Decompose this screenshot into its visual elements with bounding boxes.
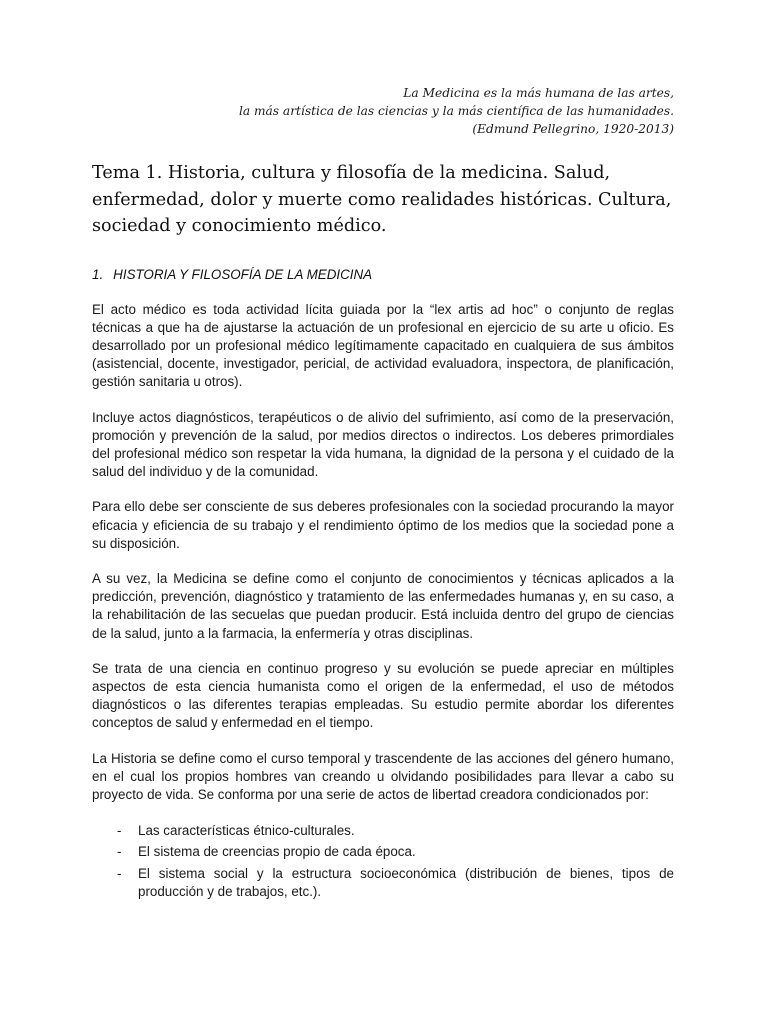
- list-item-text: El sistema de creencias propio de cada época.: [138, 844, 416, 860]
- list-item-text: Las características étnico-culturales.: [138, 823, 355, 839]
- epigraph-line-2: la más artística de las ciencias y la más científica de las humanidades.: [238, 104, 674, 118]
- section-heading: [92, 266, 674, 284]
- list-bullet: -: [117, 823, 122, 839]
- list-item: [92, 843, 674, 861]
- list-item-text: El sistema social y la estructura socioeconómica (distribución de bienes, tipos de producción y de trabajos, etc.).: [138, 865, 674, 899]
- section-heading-text: HISTORIA Y FILOSOFÍA DE LA MEDICINA: [113, 266, 373, 282]
- condition-list: [92, 822, 674, 901]
- paragraph-2: Incluye actos diagnósticos, terapéuticos o de alivio del sufrimiento, así como de la preservación, promoción y prevención de la salud, por medios directos o indirectos. Los deberes primordiales del profesional médico son respetar la vida humana, la dignidad de la persona y el cuidado de la salud del individuo y de la comunidad.: [92, 409, 674, 480]
- paragraph-5: Se trata de una ciencia en continuo progreso y su evolución se puede apreciar en múltiples aspectos de esta ciencia humanista como el origen de la enfermedad, el uso de métodos diagnósticos o las diferentes terapias empleadas. Su estudio permite abordar los diferentes conceptos de salud y enfermedad en el tiempo.: [92, 660, 674, 731]
- list-item: [92, 822, 674, 840]
- document-page: [92, 0, 674, 904]
- paragraph-4: A su vez, la Medicina se define como el conjunto de conocimientos y técnicas aplicados a la predicción, prevención, diagnóstico y tratamiento de las enfermedades humanas y, en su caso, a la rehabilitación de las secuelas que puedan producir. Está incluida dentro del grupo de ciencias de la salud, junto a la farmacia, la enfermería y otras disciplinas.: [92, 570, 674, 641]
- epigraph-line-1: La Medicina es la más humana de las artes,: [403, 86, 674, 100]
- list-bullet: -: [117, 865, 122, 881]
- paragraph-6: La Historia se define como el curso temporal y trascendente de las acciones del género humano, en el cual los propios hombres van creando u olvidando posibilidades para llevar a cabo su proyecto de vida. Se conforma por una serie de actos de libertad creadora condicionados por:: [92, 750, 674, 802]
- list-bullet: -: [117, 844, 122, 860]
- section-number: 1.: [92, 266, 104, 282]
- epigraph-attribution: (Edmund Pellegrino, 1920-2013): [472, 122, 674, 136]
- document-title: Tema 1. Historia, cultura y filosofía de la medicina. Salud, enfermedad, dolor y muerte como realidades históricas. Cultura, sociedad y conocimiento médico.: [92, 163, 672, 236]
- paragraph-1: El acto médico es toda actividad lícita guiada por la “lex artis ad hoc” o conjunto de reglas técnicas a que ha de ajustarse la actuación de un profesional en ejercicio de su arte u oficio. Es desarrollado por un profesional médico legítimamente capacitado en cualquiera de sus ámbitos (asistencial, docente, investigador, pericial, de actividad evaluadora, inspectora, de planificación, gestión sanitaria u otros).: [92, 301, 674, 390]
- paragraph-3: Para ello debe ser consciente de sus deberes profesionales con la sociedad procurando la mayor eficacia y eficiencia de su trabajo y el rendimiento óptimo de los medios que la sociedad pone a su disposición.: [92, 499, 674, 551]
- epigraph: [92, 84, 674, 138]
- list-item: [92, 865, 674, 901]
